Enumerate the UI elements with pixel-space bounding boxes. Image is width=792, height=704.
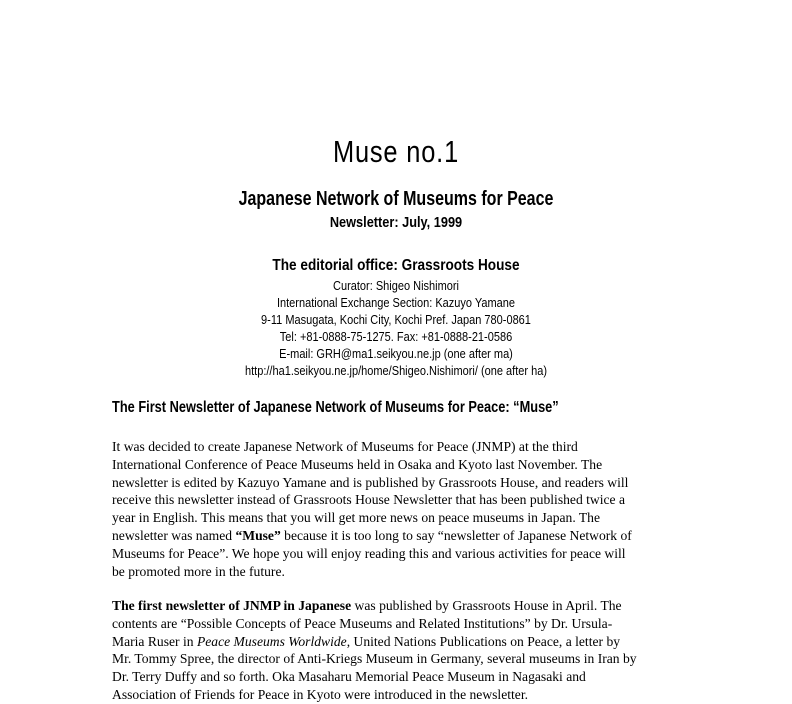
section-heading: The First Newsletter of Japanese Network of Museums for Peace: “Muse” bbox=[112, 399, 559, 416]
paragraph-line: Mr. Tommy Spree, the director of Anti-Kriegs Museum in Germany, several museums in Iran by bbox=[112, 651, 637, 667]
newsletter-title: Muse no.1 bbox=[332, 134, 460, 169]
book-title-italic: Peace Museums Worldwide bbox=[196, 633, 347, 649]
curator-line: Curator: Shigeo Nishimori bbox=[333, 279, 459, 293]
exchange-section-line: International Exchange Section: Kazuyo Yamane bbox=[276, 296, 516, 310]
network-name: Japanese Network of Museums for Peace bbox=[238, 188, 554, 210]
paragraph-intro bbox=[112, 438, 687, 580]
line-text: because it is too long to say “newsletter of Japanese Network of bbox=[280, 527, 632, 543]
paragraph-line: be promoted more in the future. bbox=[112, 563, 285, 579]
paragraph-first-newsletter bbox=[112, 597, 687, 704]
paragraph-line: International Conference of Peace Museums held in Osaka and Kyoto last November. The bbox=[112, 456, 603, 472]
line-text: was published by Grassroots House in April. The bbox=[351, 598, 622, 613]
line-text: , United Nations Publications on Peace, a letter by bbox=[346, 633, 621, 649]
phone-fax-line: Tel: +81-0888-75-1275. Fax: +81-0888-21-0586 bbox=[279, 330, 513, 344]
paragraph-line: Dr. Terry Duffy and so forth. Oka Masaharu Memorial Peace Museum in Nagasaki and bbox=[112, 669, 586, 685]
line-text: newsletter was named bbox=[112, 527, 236, 543]
muse-bold: “Muse” bbox=[235, 527, 281, 543]
paragraph-line: newsletter is edited by Kazuyo Yamane and is published by Grassroots House, and readers will bbox=[112, 474, 629, 490]
paragraph-line: contents are “Possible Concepts of Peace Museums and Related Institutions” by Dr. Ursula- bbox=[112, 615, 613, 631]
paragraph-line bbox=[112, 633, 687, 651]
paragraph-line bbox=[112, 527, 687, 545]
line-text: Maria Ruser in bbox=[112, 633, 197, 649]
editorial-office-heading: The editorial office: Grassroots House bbox=[272, 257, 520, 274]
paragraph-line: Museums for Peace”. We hope you will enjoy reading this and various activities for peace will bbox=[112, 545, 626, 561]
paragraph-line: It was decided to create Japanese Network of Museums for Peace (JNMP) at the third bbox=[112, 439, 578, 454]
paragraph-line bbox=[112, 597, 687, 615]
paragraph-line: receive this newsletter instead of Grassroots House Newsletter that has been published twice a bbox=[112, 492, 626, 508]
email-line: E-mail: GRH@ma1.seikyou.ne.jp (one after ma) bbox=[279, 347, 513, 361]
lead-bold: The first newsletter of JNMP in Japanese bbox=[112, 598, 352, 613]
newsletter-date: Newsletter: July, 1999 bbox=[329, 214, 463, 231]
website-url-line: http://ha1.seikyou.ne.jp/home/Shigeo.Nishimori/ (one after ha) bbox=[244, 364, 548, 378]
postal-address-line: 9-11 Masugata, Kochi City, Kochi Pref. Japan 780-0861 bbox=[261, 313, 531, 327]
paragraph-line: Association of Friends for Peace in Kyoto were introduced in the newsletter. bbox=[112, 686, 529, 702]
paragraph-line: year in English. This means that you will get more news on peace museums in Japan. The bbox=[112, 510, 601, 526]
